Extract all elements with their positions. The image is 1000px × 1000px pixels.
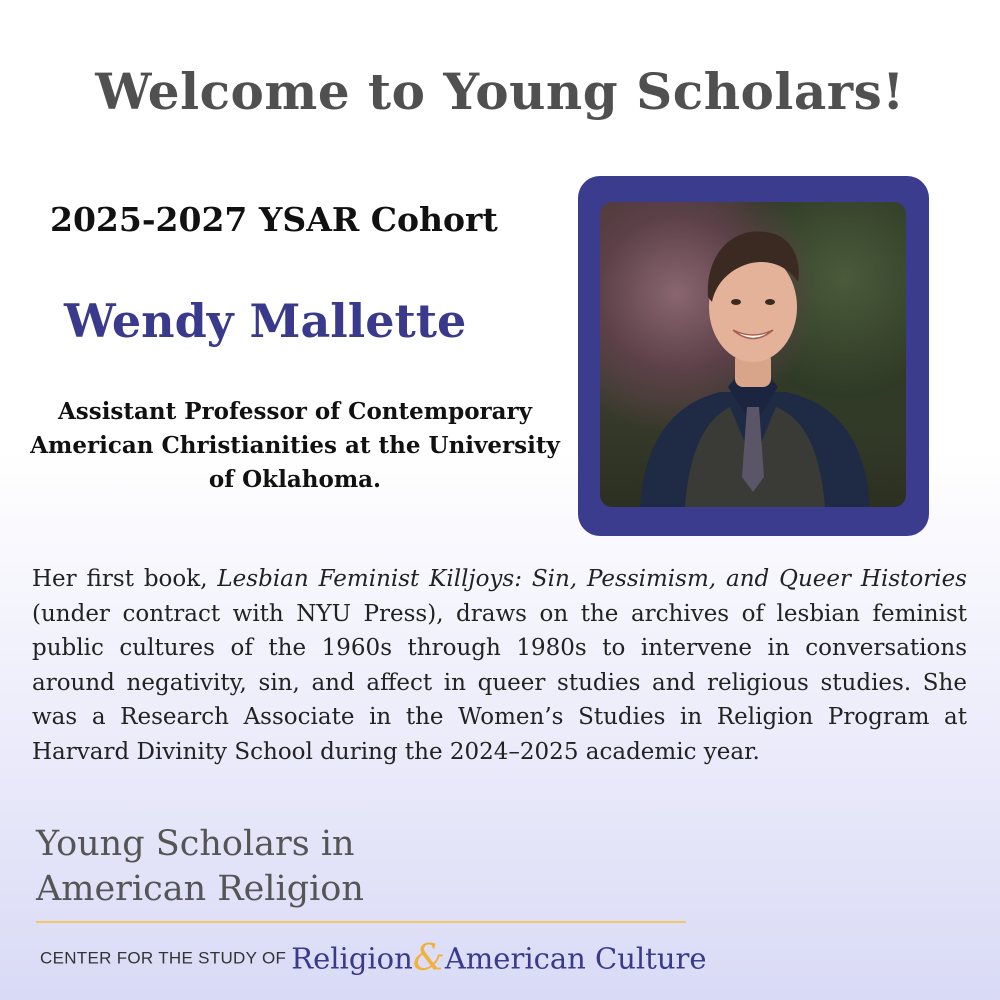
portrait-illustration <box>600 202 906 507</box>
scholar-name: Wendy Mallette <box>64 294 467 348</box>
bio-intro: Her first book, <box>32 566 218 592</box>
center-word-religion: Religion <box>291 941 413 976</box>
program-name-line-1: Young Scholars in <box>36 824 355 864</box>
center-prefix: CENTER FOR THE STUDY OF <box>40 948 287 968</box>
page-title: Welcome to Young Scholars! <box>95 62 905 121</box>
center-logo <box>40 938 740 979</box>
program-logo-text <box>36 822 536 912</box>
bio-paragraph <box>32 562 967 769</box>
book-title: Lesbian Feminist Killjoys: Sin, Pessimism, and Queer Histories <box>217 566 967 592</box>
center-word-american-culture: American Culture <box>444 941 707 976</box>
program-name-line-2: American Religion <box>36 869 364 909</box>
cohort-label: 2025-2027 YSAR Cohort <box>50 200 498 239</box>
scholar-position: Assistant Professor of Contemporary American Christianities at the University of Oklahoma. <box>30 398 560 493</box>
ampersand-mark: & <box>412 938 445 979</box>
bio-rest: (under contract with NYU Press), draws on the archives of lesbian feminist public cultures of the 1960s through 1980s to intervene in conversations around negativity, sin, and affect in queer studies and religious studies. She was a Research Associate in the Women’s Studies in Religion Program at Harvard Divinity School during the 2024–2025 academic year. <box>32 600 967 765</box>
scholar-portrait <box>600 202 906 507</box>
divider-line <box>36 921 686 923</box>
photo-frame <box>578 176 929 536</box>
